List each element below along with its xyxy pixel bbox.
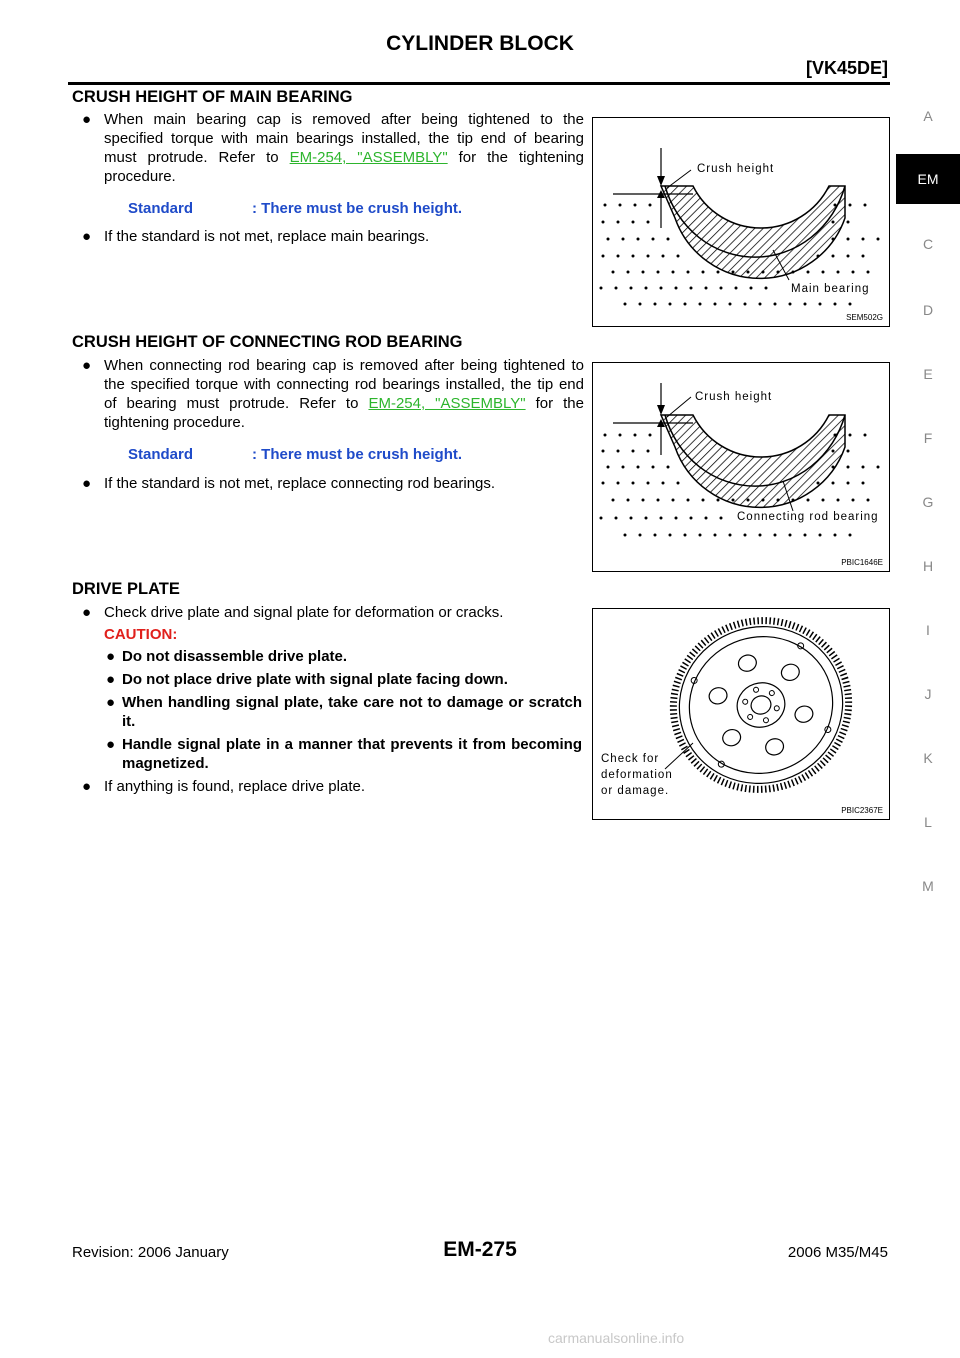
bullet-icon: ● [82,111,92,128]
tab-l[interactable]: L [924,814,932,830]
drive-plate-figure [592,608,890,820]
standard-value: : There must be crush height. [252,200,463,217]
conrod-bearing-text-1: When connecting rod bearing cap is removed after being tightened to the specified torque with connecting rod bearings installed, the tip end of bearing must protrude. Refer to EM-254, "ASSEMBLY" for the tightening procedure. [104,357,584,431]
page-title: CYLINDER BLOCK [386,32,574,55]
tab-i[interactable]: I [926,622,930,638]
caution-item-4: Handle signal plate in a manner that prevents it from becoming magnetized. [122,736,582,772]
bullet-icon: ● [82,475,92,492]
tab-j[interactable]: J [924,686,932,702]
main-bearing-label: Main bearing [791,283,870,295]
tab-f[interactable]: F [923,430,933,446]
bullet-icon: ● [106,671,116,688]
main-bearing-text-2: If the standard is not met, replace main bearings. [104,228,430,245]
standard-value: : There must be crush height. [252,446,463,463]
tab-em[interactable]: EM [896,154,960,204]
tab-m[interactable]: M [922,878,934,894]
crush-height-label: Crush height [697,163,775,175]
standard-label: Standard [128,446,194,463]
assembly-link[interactable]: EM-254, "ASSEMBLY" [289,149,448,166]
bullet-icon: ● [106,648,116,665]
caution-item-3: When handling signal plate, take care not to damage or scratch it. [122,694,582,730]
assembly-link[interactable]: EM-254, "ASSEMBLY" [368,395,526,412]
bullet-icon: ● [82,604,92,621]
tab-e[interactable]: E [923,366,933,382]
section-title-drive-plate: DRIVE PLATE [72,580,180,598]
bullet-icon: ● [82,228,92,245]
bullet-icon: ● [82,357,92,374]
check-label-line-2: deformation [601,769,673,781]
main-bearing-figure [592,117,890,327]
engine-model: [VK45DE] [805,58,888,78]
conrod-bearing-figure [592,362,890,572]
main-bearing-text-1: When main bearing cap is removed after being tightened to the specified torque with main bearings installed, the tip end of bearing must protrude. Refer to EM-254, "ASSEMBLY" for the tightening procedure. [104,111,584,185]
caution-label: CAUTION: [104,626,178,643]
tab-a[interactable]: A [923,108,933,124]
page-number: EM-275 [443,1238,517,1261]
tab-k[interactable]: K [923,750,933,766]
tab-d[interactable]: D [922,302,934,318]
conrod-bearing-text-2: If the standard is not met, replace connecting rod bearings. [104,475,496,492]
section-title-main-bearing: CRUSH HEIGHT OF MAIN BEARING [72,88,353,106]
conrod-bearing-label: Connecting rod bearing [737,511,879,523]
check-label-line-3: or damage. [601,785,670,797]
watermark: carmanualsonline.info [548,1330,685,1346]
footer-model: 2006 M35/M45 [787,1244,888,1261]
header-rule [68,82,890,85]
drive-plate-text-2: If anything is found, replace drive plate. [104,778,365,795]
bullet-icon: ● [106,736,116,753]
crush-height-label: Crush height [695,391,773,403]
section-title-conrod-bearing: CRUSH HEIGHT OF CONNECTING ROD BEARING [72,333,463,351]
figure-code: SEM502G [846,313,883,322]
standard-label: Standard [128,200,194,217]
caution-item-2: Do not place drive plate with signal plate facing down. [122,671,508,688]
bullet-icon: ● [106,694,116,711]
figure-code: PBIC1646E [841,558,883,567]
drive-plate-text-1: Check drive plate and signal plate for deformation or cracks. [104,604,504,621]
revision-date: Revision: 2006 January [72,1244,229,1261]
figure-code: PBIC2367E [841,806,883,815]
tab-g[interactable]: G [922,494,934,510]
tab-c[interactable]: C [922,236,934,252]
tab-h[interactable]: H [922,558,934,574]
bullet-icon: ● [82,778,92,795]
check-label-line-1: Check for [601,753,660,765]
caution-item-1: Do not disassemble drive plate. [122,648,348,665]
